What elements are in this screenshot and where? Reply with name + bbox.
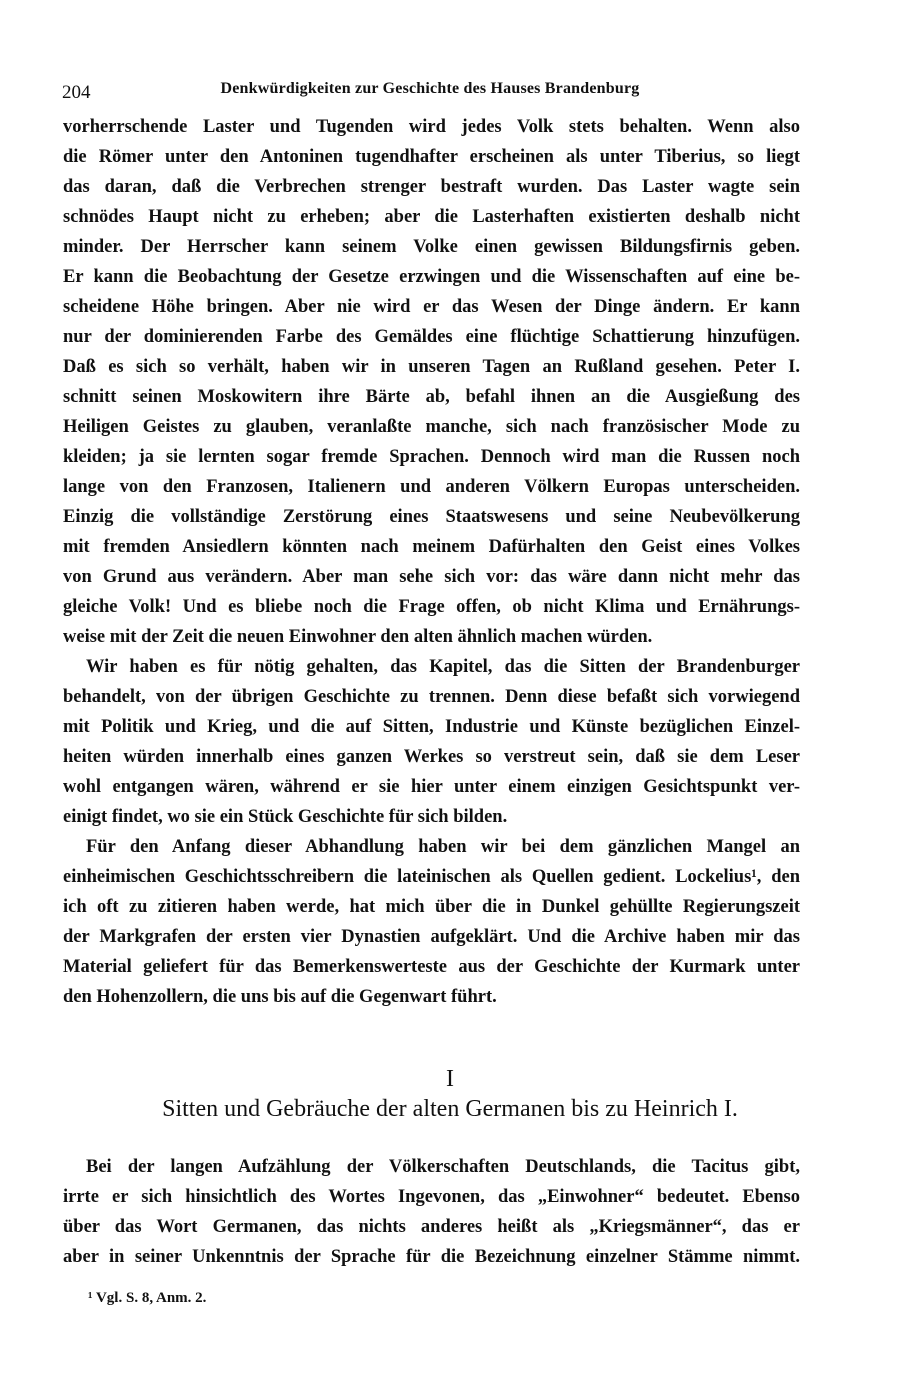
text-line: wohl entgangen wären, während er sie hier unter einem einzigen Gesichtspunkt ver-	[63, 777, 800, 797]
text-line: scheidene Höhe bringen. Aber nie wird er das Wesen der Dinge ändern. Er kann	[63, 297, 800, 317]
text-line: mit Politik und Krieg, und die auf Sitten, Industrie und Künste bezüglichen Einzel-	[63, 717, 800, 737]
text-line: die Römer unter den Antoninen tugendhafter erscheinen als unter Tiberius, so liegt	[63, 147, 800, 167]
text-line: schnitt seinen Moskowitern ihre Bärte ab, befahl ihnen an die Ausgießung des	[63, 387, 800, 407]
text-line: lange von den Franzosen, Italienern und anderen Völkern Europas unterscheiden.	[63, 477, 800, 497]
text-line: Wir haben es für nötig gehalten, das Kapitel, das die Sitten der Brandenburger	[86, 657, 800, 677]
text-line: den Hohenzollern, die uns bis auf die Gegenwart führt.	[63, 987, 497, 1007]
text-line: der Markgrafen der ersten vier Dynastien aufgeklärt. Und die Archive haben mir das	[63, 927, 800, 947]
text-line: Bei der langen Aufzählung der Völkerschaften Deutschlands, die Tacitus gibt,	[86, 1157, 800, 1177]
text-line: über das Wort Germanen, das nichts anderes heißt als „Kriegsmänner“, das er	[63, 1217, 800, 1237]
text-line: Daß es sich so verhält, haben wir in unseren Tagen an Rußland gesehen. Peter I.	[63, 357, 800, 377]
text-line: aber in seiner Unkenntnis der Sprache für die Bezeichnung einzelner Stämme nimmt.	[63, 1247, 800, 1267]
chapter-number: I	[446, 1066, 454, 1092]
text-line: einigt findet, wo sie ein Stück Geschichte für sich bilden.	[63, 807, 508, 827]
text-line: behandelt, von der übrigen Geschichte zu trennen. Denn diese befaßt sich vorwiegend	[63, 687, 800, 707]
text-line: kleiden; ja sie lernten sogar fremde Sprachen. Dennoch wird man die Russen noch	[63, 447, 800, 467]
chapter-paragraph	[63, 1152, 800, 1272]
text-line: vorherrschende Laster und Tugenden wird jedes Volk stets behalten. Wenn also	[63, 117, 800, 137]
text-line: von Grund aus verändern. Aber man sehe sich vor: das wäre dann nicht mehr das	[63, 567, 800, 587]
text-line: einheimischen Geschichtsschreibern die lateinischen als Quellen gedient. Lockelius¹, den	[63, 867, 800, 887]
footnote: ¹ Vgl. S. 8, Anm. 2.	[88, 1290, 207, 1306]
paragraph-1	[63, 112, 800, 652]
text-line: Er kann die Beobachtung der Gesetze erzwingen und die Wissenschaften auf eine be-	[63, 267, 800, 287]
page-number: 204	[62, 82, 91, 103]
text-line: minder. Der Herrscher kann seinem Volke einen gewissen Bildungsfirnis geben.	[63, 237, 800, 257]
text-line: ich oft zu zitieren haben werde, hat mich über die in Dunkel gehüllte Regierungszeit	[63, 897, 800, 917]
text-line: heiten würden innerhalb eines ganzen Werkes so verstreut sein, daß sie dem Leser	[63, 747, 800, 767]
text-line: Für den Anfang dieser Abhandlung haben wir bei dem gänzlichen Mangel an	[86, 837, 800, 857]
text-line: weise mit der Zeit die neuen Einwohner den alten ähnlich machen würden.	[63, 627, 653, 647]
text-line: mit fremden Ansiedlern könnten nach meinem Dafürhalten den Geist eines Volkes	[63, 537, 800, 557]
text-line: irrte er sich hinsichtlich des Wortes Ingevonen, das „Einwohner“ bedeutet. Ebenso	[63, 1187, 800, 1207]
paragraph-3	[63, 832, 800, 1012]
chapter-title: Sitten und Gebräuche der alten Germanen bis zu Heinrich I.	[162, 1096, 738, 1122]
text-line: nur der dominierenden Farbe des Gemäldes eine flüchtige Schattierung hinzufügen.	[63, 327, 800, 347]
text-line: schnödes Haupt nicht zu erheben; aber die Lasterhaften existierten deshalb nicht	[63, 207, 800, 227]
paragraph-2	[63, 652, 800, 832]
text-line: Einzig die vollständige Zerstörung eines Staatswesens und seine Neubevölkerung	[63, 507, 800, 527]
text-line: gleiche Volk! Und es bliebe noch die Frage offen, ob nicht Klima und Ernährungs-	[63, 597, 800, 617]
text-line: das daran, daß die Verbrechen strenger bestraft wurden. Das Laster wagte sein	[63, 177, 800, 197]
text-line: Heiligen Geistes zu glauben, veranlaßte manche, sich nach französischer Mode zu	[63, 417, 800, 437]
text-line: Material geliefert für das Bemerkenswerteste aus der Geschichte der Kurmark unter	[63, 957, 800, 977]
running-title: Denkwürdigkeiten zur Geschichte des Hauses Brandenburg	[220, 80, 640, 97]
